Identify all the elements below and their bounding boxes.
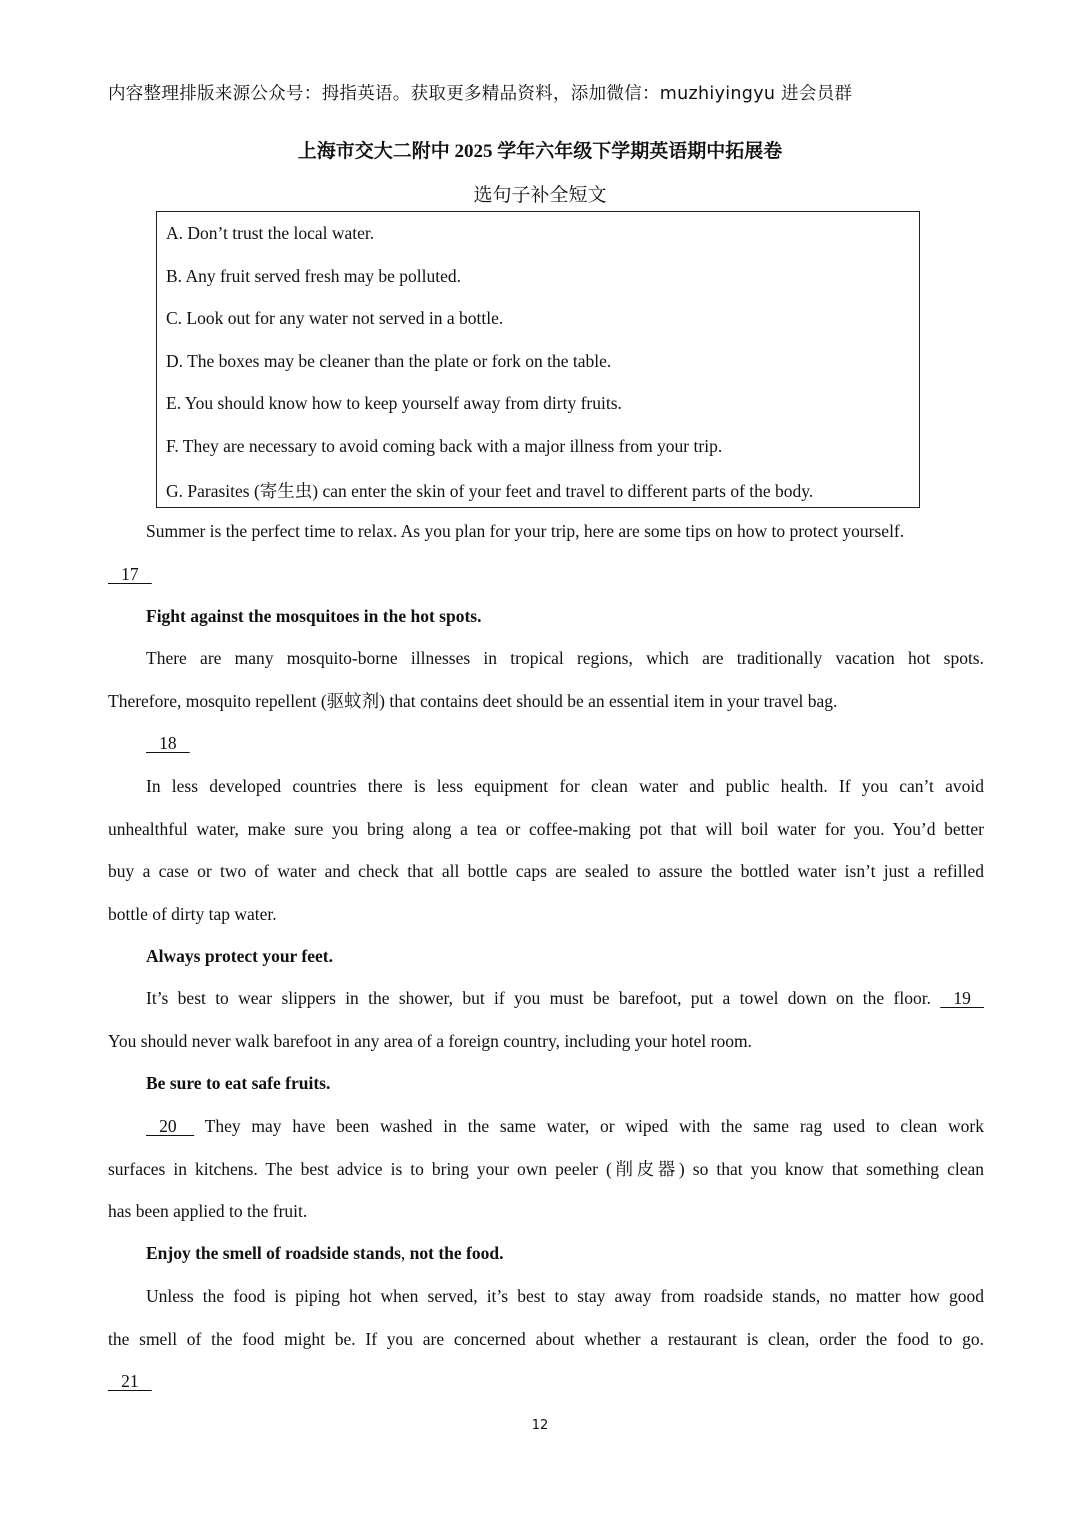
- heading-roadside: [146, 1243, 504, 1264]
- option-f: F. They are necessary to avoid coming back with a major illness from your trip.: [166, 436, 723, 456]
- blank-17: 17: [108, 563, 152, 584]
- source-header: 内容整理排版来源公众号：拇指英语。获取更多精品资料，添加微信：muzhiyingyu 进会员群: [108, 84, 853, 104]
- blank-18: 18: [146, 733, 190, 753]
- p5-line1: Unless the food is piping hot when served, it’s best to stay away from roadside stands, no matter how good: [146, 1286, 984, 1306]
- options-box: [156, 211, 920, 508]
- paragraph-fruits: [108, 1105, 984, 1233]
- blank-19: 19: [940, 988, 985, 1008]
- section-title: 选句子补全短文: [473, 185, 607, 206]
- p4-line1-wrap: [108, 1105, 984, 1148]
- heading-fruits: Be sure to eat safe fruits.: [146, 1073, 331, 1093]
- option-g: G. Parasites (寄生虫) can enter the skin of your feet and travel to different parts of the body.: [166, 481, 814, 501]
- blank-21: 21: [108, 1371, 152, 1391]
- p4-line2: surfaces in kitchens. The best advice is to bring your own peeler (削皮器) so that you know that something clean: [108, 1158, 984, 1179]
- p4-line1: They may have been washed in the same water, or wiped with the same rag used to clean work: [204, 1116, 984, 1136]
- paragraph-water: [108, 765, 984, 935]
- p3-line1: It’s best to wear slippers in the shower, but if you must be barefoot, put a towel down on the floor.: [146, 988, 931, 1008]
- option-c: C. Look out for any water not served in a bottle.: [166, 308, 504, 328]
- p2-line1: In less developed countries there is less equipment for clean water and public health. If you can’t avoid: [146, 776, 984, 796]
- paragraph-mosquitoes: [108, 637, 984, 765]
- p2-line4: bottle of dirty tap water.: [108, 903, 277, 924]
- option-e: E. You should know how to keep yourself away from dirty fruits.: [166, 393, 622, 413]
- intro-paragraph: [108, 510, 984, 595]
- option-b: B. Any fruit served fresh may be polluted.: [166, 266, 462, 286]
- p2-line2: unhealthful water, make sure you bring along a tea or coffee-making pot that will boil water for you. You’d better: [108, 818, 984, 839]
- heading-roadside-sep: ,: [400, 1243, 410, 1263]
- page-title: 上海市交大二附中 2025 学年六年级下学期英语期中拓展卷: [297, 141, 783, 162]
- heading-roadside-a: Enjoy the smell of roadside stands: [146, 1243, 401, 1263]
- option-d: D. The boxes may be cleaner than the plate or fork on the table.: [166, 351, 612, 371]
- heading-roadside-b: not the food.: [409, 1243, 504, 1263]
- p5-line2: the smell of the food might be. If you are concerned about whether a restaurant is clean, order the food to go.: [108, 1328, 984, 1349]
- p4-line3: has been applied to the fruit.: [108, 1201, 308, 1221]
- paragraph-roadside: [108, 1275, 984, 1403]
- option-a: A. Don’t trust the local water.: [166, 223, 375, 243]
- page-number: 12: [531, 1418, 549, 1433]
- p2-line3: buy a case or two of water and check that all bottle caps are sealed to assure the bottled water isn’t just a refilled: [108, 861, 984, 881]
- p3-line2: You should never walk barefoot in any area of a foreign country, including your hotel room.: [108, 1030, 752, 1051]
- blank-20: 20: [146, 1116, 195, 1136]
- p1-line1: There are many mosquito-borne illnesses in tropical regions, which are traditionally vacation hot spots.: [146, 648, 984, 668]
- p1-line2: Therefore, mosquito repellent (驱蚊剂) that contains deet should be an essential item in your travel bag.: [108, 690, 838, 711]
- paragraph-feet: [108, 977, 984, 1062]
- intro-text: Summer is the perfect time to relax. As you plan for your trip, here are some tips on how to protect yourself.: [146, 521, 905, 541]
- heading-feet: Always protect your feet.: [146, 946, 333, 966]
- heading-mosquitoes: Fight against the mosquitoes in the hot spots.: [146, 606, 482, 626]
- p3-line1-wrap: [108, 977, 984, 1020]
